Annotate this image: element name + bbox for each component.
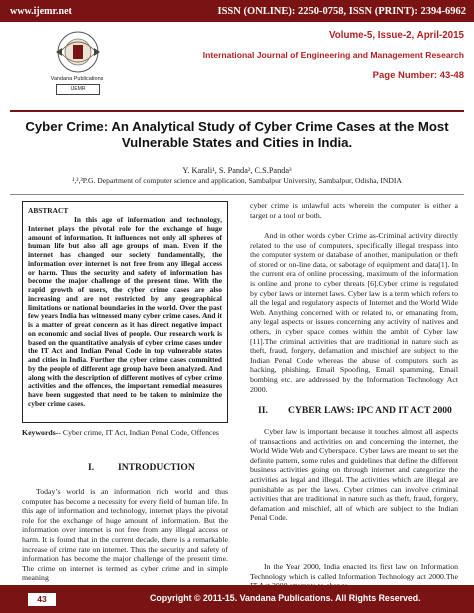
introduction-paragraph: Today’s world is an information rich world and thus computer has become a necessity for every field of human life. In this age of information and technology, internet plays the pivotal role for the exchange of huge amount of information. But the information over internet is not free from any illegal access or harm. It is found that in the current decade, there is a remarkable increase of crime rate on internet. Thus the security and safety of information has become the major challenge of the present time. The crime on internet is termed as cyber crime and in simple meaning <box>22 487 228 583</box>
journal-url[interactable]: www.ijemr.net <box>10 5 72 17</box>
column2-paragraph-1: cyber crime is unlawful acts wherein the computer is either a target or a tool or both. <box>250 201 458 220</box>
section-title: CYBER LAWS: IPC AND IT ACT 2000 <box>288 405 452 416</box>
abstract-box <box>22 201 228 423</box>
column2-paragraph-4: In the Year 2000, India enacted its first law on Information Technology which is called Information Technology act 2000.The <box>250 562 458 581</box>
keywords-text: Cyber crime, IT Act, Indian Penal Code, Offences <box>60 428 219 437</box>
issn-text: ISSN (ONLINE): 2250-0758, ISSN (PRINT): 2394-6962 <box>217 5 466 17</box>
header-divider <box>10 110 464 112</box>
keywords-label: Keywords-- <box>22 428 61 437</box>
abstract-body: In this age of information and technology, Internet plays the pivotal role for the exchange of huge amount of information. It influences not only all spheres of human life but also all age groups of man. Even if the internet has changed our society fundamentally, the information over internet is not free from any illegal access or harm. Thus the security and safety of information has become the major challenge of the present time. With the rapid growth of users, the cyber crime cases are also increasing and are not restricted by any geographical limitations or national boundaries in the world. Over the past few years India has witnessed many cyber crime cases. And it is a matter of great concern as it has direct negative impact on economic and social lives of people. Our research work is based on the quantitative analysis of cyber crime cases under the IT Act and Indian Penal Code in top vulnerable states and cities in India. Further the cyber crime cases committed by the people of different age group have been analyzed. And along with the description of different motives of cyber crime activities and the offences, the important remedial measures have been suggested that need to be taken to minimize the cyber crime cases. <box>28 215 222 408</box>
paper-affiliation: ¹,²,³P.G. Department of computer science and application, Sambalpur University, Sambalpur, Odisha, INDIA <box>72 176 402 185</box>
page-range: Page Number: 43-48 <box>372 70 464 81</box>
page-number: 43 <box>28 593 56 606</box>
column2-paragraph-2: And in other words cyber Crime as-Criminal activity directly related to the use of computers, specifically illegal trespass into the computer system or database of another, manipulation or theft of stored or on-line data, or sabotage of equipment and data[1]. In the current era of online processing, maximum of the information is online and prone to cyber threats [6].Cyber crime is regulated by cyber laws or internet laws. Cyber law is a term which refers to all the legal and regulatory aspects of Internet and the World Wide Web. Anything concerned with or related to, or emanating from, any legal aspects or issues concerning any activity of natives and others, in cyber space comes within the ambit of Cyber law [11].The criminal activities that are traditional in nature such as theft, fraud, forgery, defamation and mischief are subject to the Indian Penal Code whereas the abuse of computers such as hacking, phishing, Email Spoofing, Email spamming, Email bombing etc. are addressed by the Information Technology Act 2000. <box>250 231 458 394</box>
header-bar <box>0 0 474 22</box>
section-title: INTRODUCTION <box>118 462 195 473</box>
column2-paragraph-3: Cyber law is important because it touches almost all aspects of transactions and activities on and concerning the internet, the World Wide Web and Cyberspace. Cyber laws are meant to set the definite pattern, some rules and guidelines that define the different business activities going on through internet and categorize the activities as legal and illegal. The activities which are illegal are punishable as per the laws. Cyber crimes can involve criminal activities that are traditional in nature such as theft, fraud, forgery, defamation and mischief, all of which are subject to the Indian Penal Code. <box>250 427 458 523</box>
paper-authors: Y. Karali¹, S. Panda², C.S.Panda³ <box>182 166 292 175</box>
footer-bar <box>0 585 474 613</box>
section-number: II. <box>258 405 268 416</box>
title-divider <box>10 194 464 195</box>
abstract-heading: ABSTRACT <box>28 206 69 215</box>
volume-issue: Volume-5, Issue-2, April-2015 <box>328 30 464 41</box>
section-number: I. <box>88 462 95 473</box>
logo-label-box: IJEMR <box>56 84 100 95</box>
journal-name: International Journal of Engineering and Management Research <box>202 50 464 60</box>
keywords <box>22 428 228 438</box>
publisher-name: Vandana Publications <box>50 76 104 82</box>
paper-title: Cyber Crime: An Analytical Study of Cyber Crime Cases at the Most Vulnerable States and Cities in India. <box>25 119 449 150</box>
copyright-text: Copyright © 2011-15. Vandana Publications. All Rights Reserved. <box>150 593 421 603</box>
publisher-logo <box>22 28 132 103</box>
publisher-emblem-icon <box>50 28 106 76</box>
